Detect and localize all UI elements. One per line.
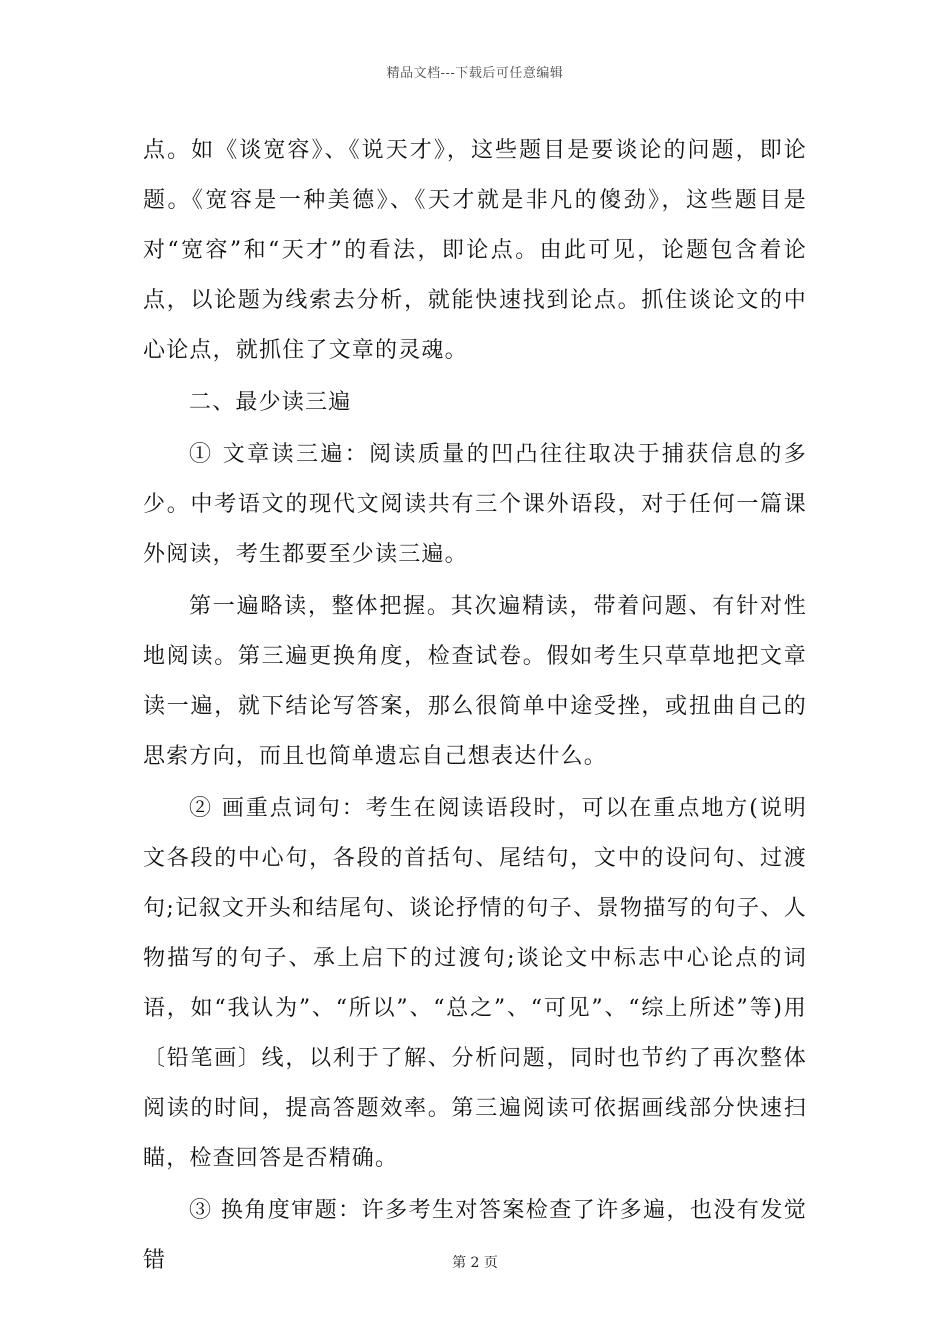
page-header: 精品文档---下载后可任意编辑	[386, 66, 564, 81]
paragraph-continuation: 点。如《谈宽容》、《说天才》，这些题目是要谈论的问题，即论题。《宽容是一种美德》、《天才就是非凡的傻劲》，这些题目是对“宽容”和“天才”的看法，即论点。由此可见，论题包含着论点，以论题为线索去分析，就能快速找到论点。抓住谈论文的中心论点，就抓住了文章的灵魂。	[143, 138, 807, 363]
paragraph-item-1: ① 文章读三遍：阅读质量的凹凸往往取决于捕获信息的多少。中考语文的现代文阅读共有三个课外语段，对于任何一篇课外阅读，考生都要至少读三遍。	[143, 442, 807, 567]
paragraph-item-3: ③ 换角度审题：许多考生对答案检查了许多遍，也没有发觉错	[143, 1198, 807, 1273]
section-heading: 二、最少读三遍	[189, 390, 352, 415]
paragraph-reading-steps: 第一遍略读，整体把握。其次遍精读，带着问题、有针对性地阅读。第三遍更换角度，检查试卷。假如考生只草草地把文章读一遍，就下结论写答案，那么很简单中途受挫，或扭曲自己的思索方向，而且也简单遗忘自己想表达什么。	[143, 594, 807, 769]
page-number: 第 2 页	[452, 1255, 498, 1271]
paragraph-item-2: ② 画重点词句：考生在阅读语段时，可以在重点地方(说明文各段的中心句，各段的首括句、尾结句，文中的设问句、过渡句;记叙文开头和结尾句、谈论抒情的句子、景物描写的句子、人物描写的句子、承上启下的过渡句;谈论文中标志中心论点的词语，如“我认为”、“所以”、“总之”、“可见”、“综上所述”等)用〔铅笔画〕线，以利于了解、分析问题，同时也节约了再次整体阅读的时间，提高答题效率。第三遍阅读可依据画线部分快速扫瞄，检查回答是否精确。	[143, 796, 807, 1171]
body-text	[143, 126, 807, 1286]
